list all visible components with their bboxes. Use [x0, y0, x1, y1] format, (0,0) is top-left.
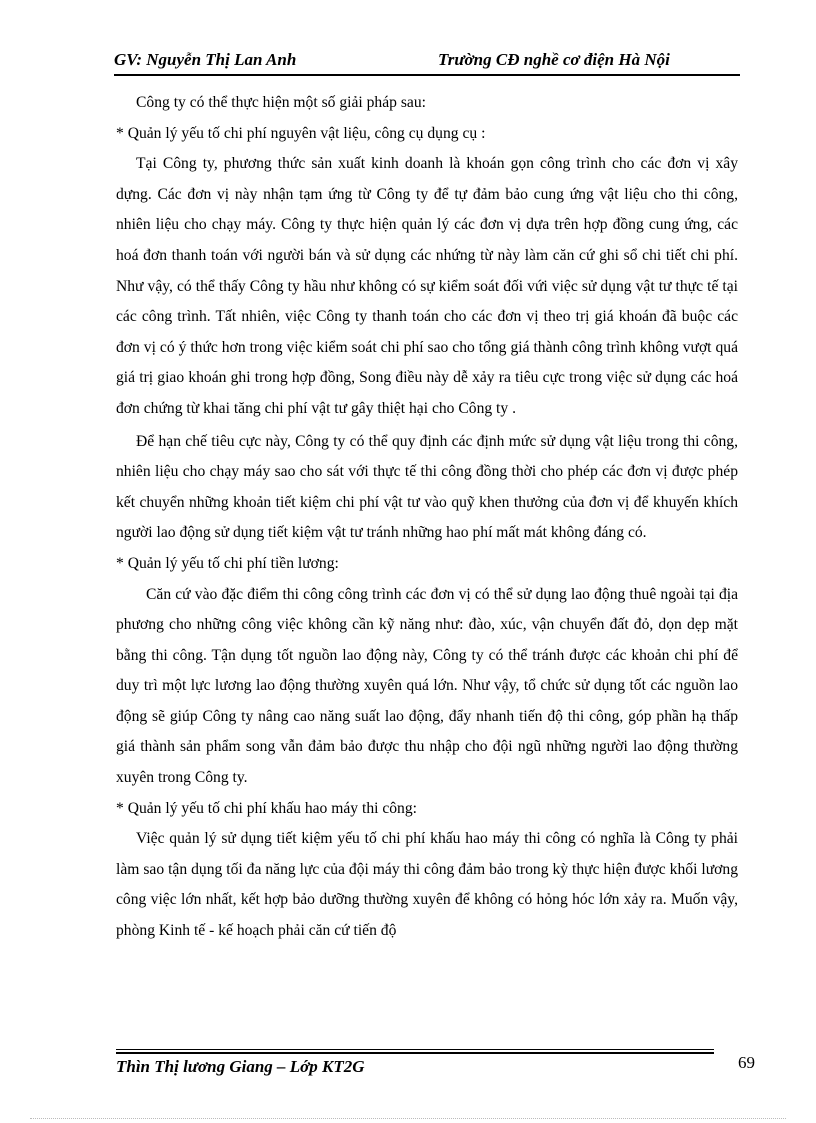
- section-heading-depreciation: * Quản lý yếu tố chi phí khấu hao máy thi công:: [116, 799, 417, 817]
- intro-paragraph: Công ty có thể thực hiện một số giải pháp sau:: [136, 94, 426, 111]
- header-teacher: GV: Nguyễn Thị Lan Anh: [114, 50, 297, 69]
- paragraph-wages: Căn cứ vào đặc điểm thi công công trình các đơn vị có thể sử dụng lao động thuê ngoài tại địa phương cho những công việc không cần kỹ năng như: đào, xúc, vận chuyển đất đỏ, dọn dẹp mặt bằng thi công. Tận dụng tốt nguồn lao động này, Công ty có thể tránh được các khoản chi phí để duy trì một lực lương lao động thường xuyên quá lớn. Như vậy, tổ chức sử dụng tốt các nguồn lao động sẽ giúp Công ty nâng cao năng suất lao động, đẩy nhanh tiến độ thi công, góp phần hạ thấp giá thành sản phẩm song vẫn đảm bảo được thu nhập cho đội ngũ những người lao động thường xuyên trong Công ty.: [116, 585, 738, 787]
- page-bottom-edge: [30, 1118, 786, 1119]
- footer-rule-top: [116, 1049, 714, 1050]
- footer-rule-bottom: [116, 1052, 714, 1054]
- page-header: [114, 48, 740, 76]
- page-number: 69: [738, 1053, 755, 1072]
- footer-author: Thìn Thị lương Giang – Lớp KT2G: [116, 1057, 365, 1076]
- document-body: [116, 88, 738, 947]
- section-heading-materials: * Quản lý yếu tố chi phí nguyên vật liệu, công cụ dụng cụ :: [116, 124, 486, 142]
- section-heading-wages: * Quản lý yếu tố chi phí tiền lương:: [116, 554, 339, 572]
- paragraph-materials-1: Tại Công ty, phương thức sản xuất kinh doanh là khoán gọn công trình cho các đơn vị xây dựng. Các đơn vị này nhận tạm ứng từ Công ty để tự đảm bảo cung ứng vật liệu cho thi công, nhiên liệu cho chạy máy. Công ty thực hiện quản lý các đơn vị dựa trên hợp đồng cung ứng, các hoá đơn thanh toán với người bán và sử dụng các nhứng từ này làm căn cứ ghi sổ chi tiết chi phí. Như vậy, có thể thấy Công ty hầu như không có sự kiểm soát đối vứi việc sử dụng vật tư thực tế tại các công trình. Tất nhiên, việc Công ty thanh toán cho các đơn vị theo trị giá khoán đã buộc các đơn vị có ý thức hơn trong việc kiểm soát chi phí sao cho tổng giá thành công trình không vượt quá giá trị giao khoán ghi trong hợp đồng, Song điều này dễ xảy ra tiêu cực trong việc sử dụng các hoá đơn chứng từ khai tăng chi phí vật tư gây thiệt hại cho Công ty .: [116, 155, 738, 417]
- paragraph-materials-2: Để hạn chế tiêu cực này, Công ty có thể quy định các định mức sử dụng vật liệu trong thi công, nhiên liệu cho chạy máy sao cho sát với thực tế thi công đồng thời cho phép các đơn vị được phép kết chuyển những khoản tiết kiệm chi phí vật tư vào quỹ khen thưởng của đơn vị để khuyến khích người lao động sử dụng tiết kiệm vật tư tránh những hao phí mất mát không đáng có.: [116, 432, 738, 542]
- paragraph-depreciation: Việc quản lý sử dụng tiết kiệm yếu tố chi phí khấu hao máy thi công có nghĩa là Công ty phải làm sao tận dụng tối đa năng lực của đội máy thi công đảm bảo trong kỳ thực hiện được khối lương công việc lớn nhất, kết hợp bảo dưỡng thường xuyên để không có hỏng hóc lớn xảy ra. Muốn vậy, phòng Kinh tế - kế hoạch phải căn cứ tiến độ: [116, 830, 738, 940]
- header-school: Trường CĐ nghề cơ điện Hà Nội: [438, 50, 670, 69]
